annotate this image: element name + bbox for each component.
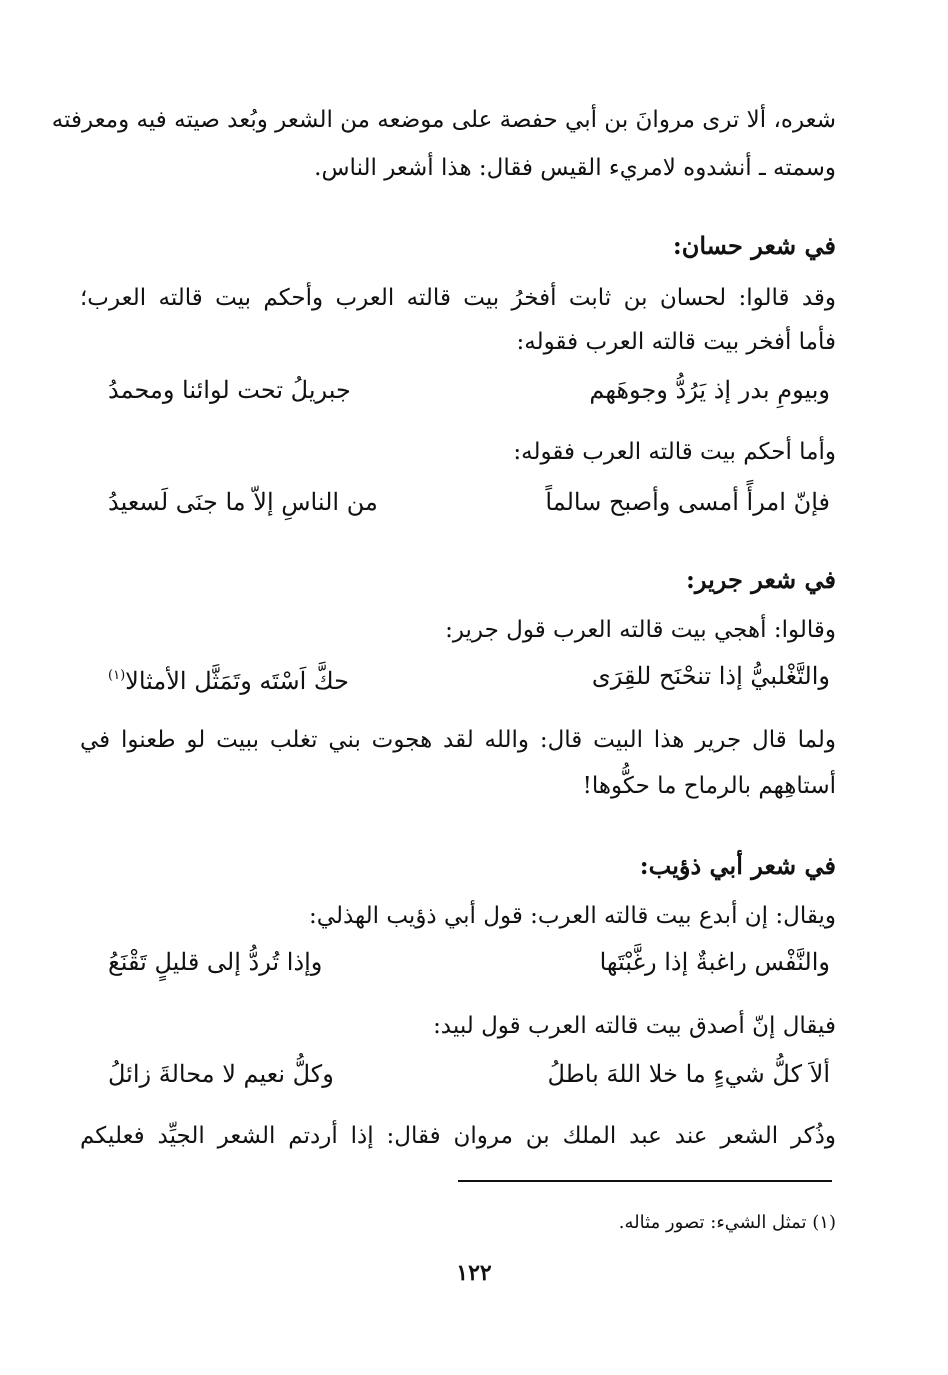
footnote-divider xyxy=(458,1180,832,1182)
verse xyxy=(108,1056,830,1092)
footnote: (١) تمثل الشيء: تصور مثاله. xyxy=(618,1212,836,1233)
paragraph-line: وأما أحكم بيت قالته العرب فقوله: xyxy=(513,439,836,465)
paragraph-line: وسمته ـ أنشدوه لامريء القيس فقال: هذا أشعر الناس. xyxy=(314,155,836,181)
verse-first-hemistich: والنَّفْس راغبةٌ إذا رغَّبْتَها xyxy=(599,948,830,976)
verse xyxy=(108,484,830,520)
paragraph-line: وقد قالوا: لحسان بن ثابت أفخرُ بيت قالته العرب وأحكم بيت قالته العرب؛ xyxy=(80,285,836,311)
verse xyxy=(108,944,830,980)
verse xyxy=(108,658,830,694)
footnote-reference: (١) xyxy=(108,668,126,683)
verse-second-hemistich: وإذا تُردُّ إلى قليلٍ تَقْنَعُ xyxy=(108,948,323,976)
verse-first-hemistich: وبيومِ بدر إذ يَرُدُّ وجوهَهم xyxy=(589,376,830,404)
verse xyxy=(108,372,830,408)
verse-second-text: حكَّ اَسْتَه وتَمَثَّل الأمثالا xyxy=(125,667,349,695)
paragraph-line: وقالوا: أهجي بيت قالته العرب قول جرير: xyxy=(445,617,836,643)
page-number: ١٢٢ xyxy=(456,1260,492,1286)
section-heading-jarir: في شعر جرير: xyxy=(686,565,836,594)
verse-second-hemistich: جبريلُ تحت لوائنا ومحمدُ xyxy=(108,376,351,404)
paragraph-line: ولما قال جرير هذا البيت قال: والله لقد هجوت بني تغلب ببيت لو طعنوا في xyxy=(80,727,836,753)
verse-second-hemistich: وكلُّ نعيم لا محالةَ زائلُ xyxy=(108,1060,334,1088)
verse-first-hemistich: والتَّغْلبيُّ إذا تنحْنَح للقِرَى xyxy=(591,662,830,690)
verse-second-hemistich: من الناسِ إلاّ ما جنَى لَسعيدُ xyxy=(108,488,378,516)
verse-second-hemistich xyxy=(108,658,349,699)
verse-first-hemistich: فإنّ امرأً أمسى وأصبح سالماً xyxy=(545,488,830,516)
paragraph-line: فيقال إنّ أصدق بيت قالته العرب قول لبيد: xyxy=(433,1013,836,1039)
section-heading-hassan: في شعر حسان: xyxy=(672,231,836,260)
paragraph-line: فأما أفخر بيت قالته العرب فقوله: xyxy=(516,329,836,355)
paragraph-line: أستاهِهم بالرماح ما حكُّوها! xyxy=(582,773,836,799)
paragraph-line: ويقال: إن أبدع بيت قالته العرب: قول أبي ذؤيب الهذلي: xyxy=(309,903,836,929)
section-heading-abu-dhuayb: في شعر أبي ذؤيب: xyxy=(639,851,836,880)
verse-first-hemistich: ألاَ كلُّ شيءٍ ما خلا اللهَ باطلُ xyxy=(547,1060,830,1088)
paragraph-line: وذُكر الشعر عند عبد الملك بن مروان فقال: إذا أردتم الشعر الجيِّد فعليكم xyxy=(80,1123,836,1149)
paragraph-line: شعره، ألا ترى مروانَ بن أبي حفصة على موضعه من الشعر وبُعد صيته فيه ومعرفته xyxy=(51,107,836,133)
